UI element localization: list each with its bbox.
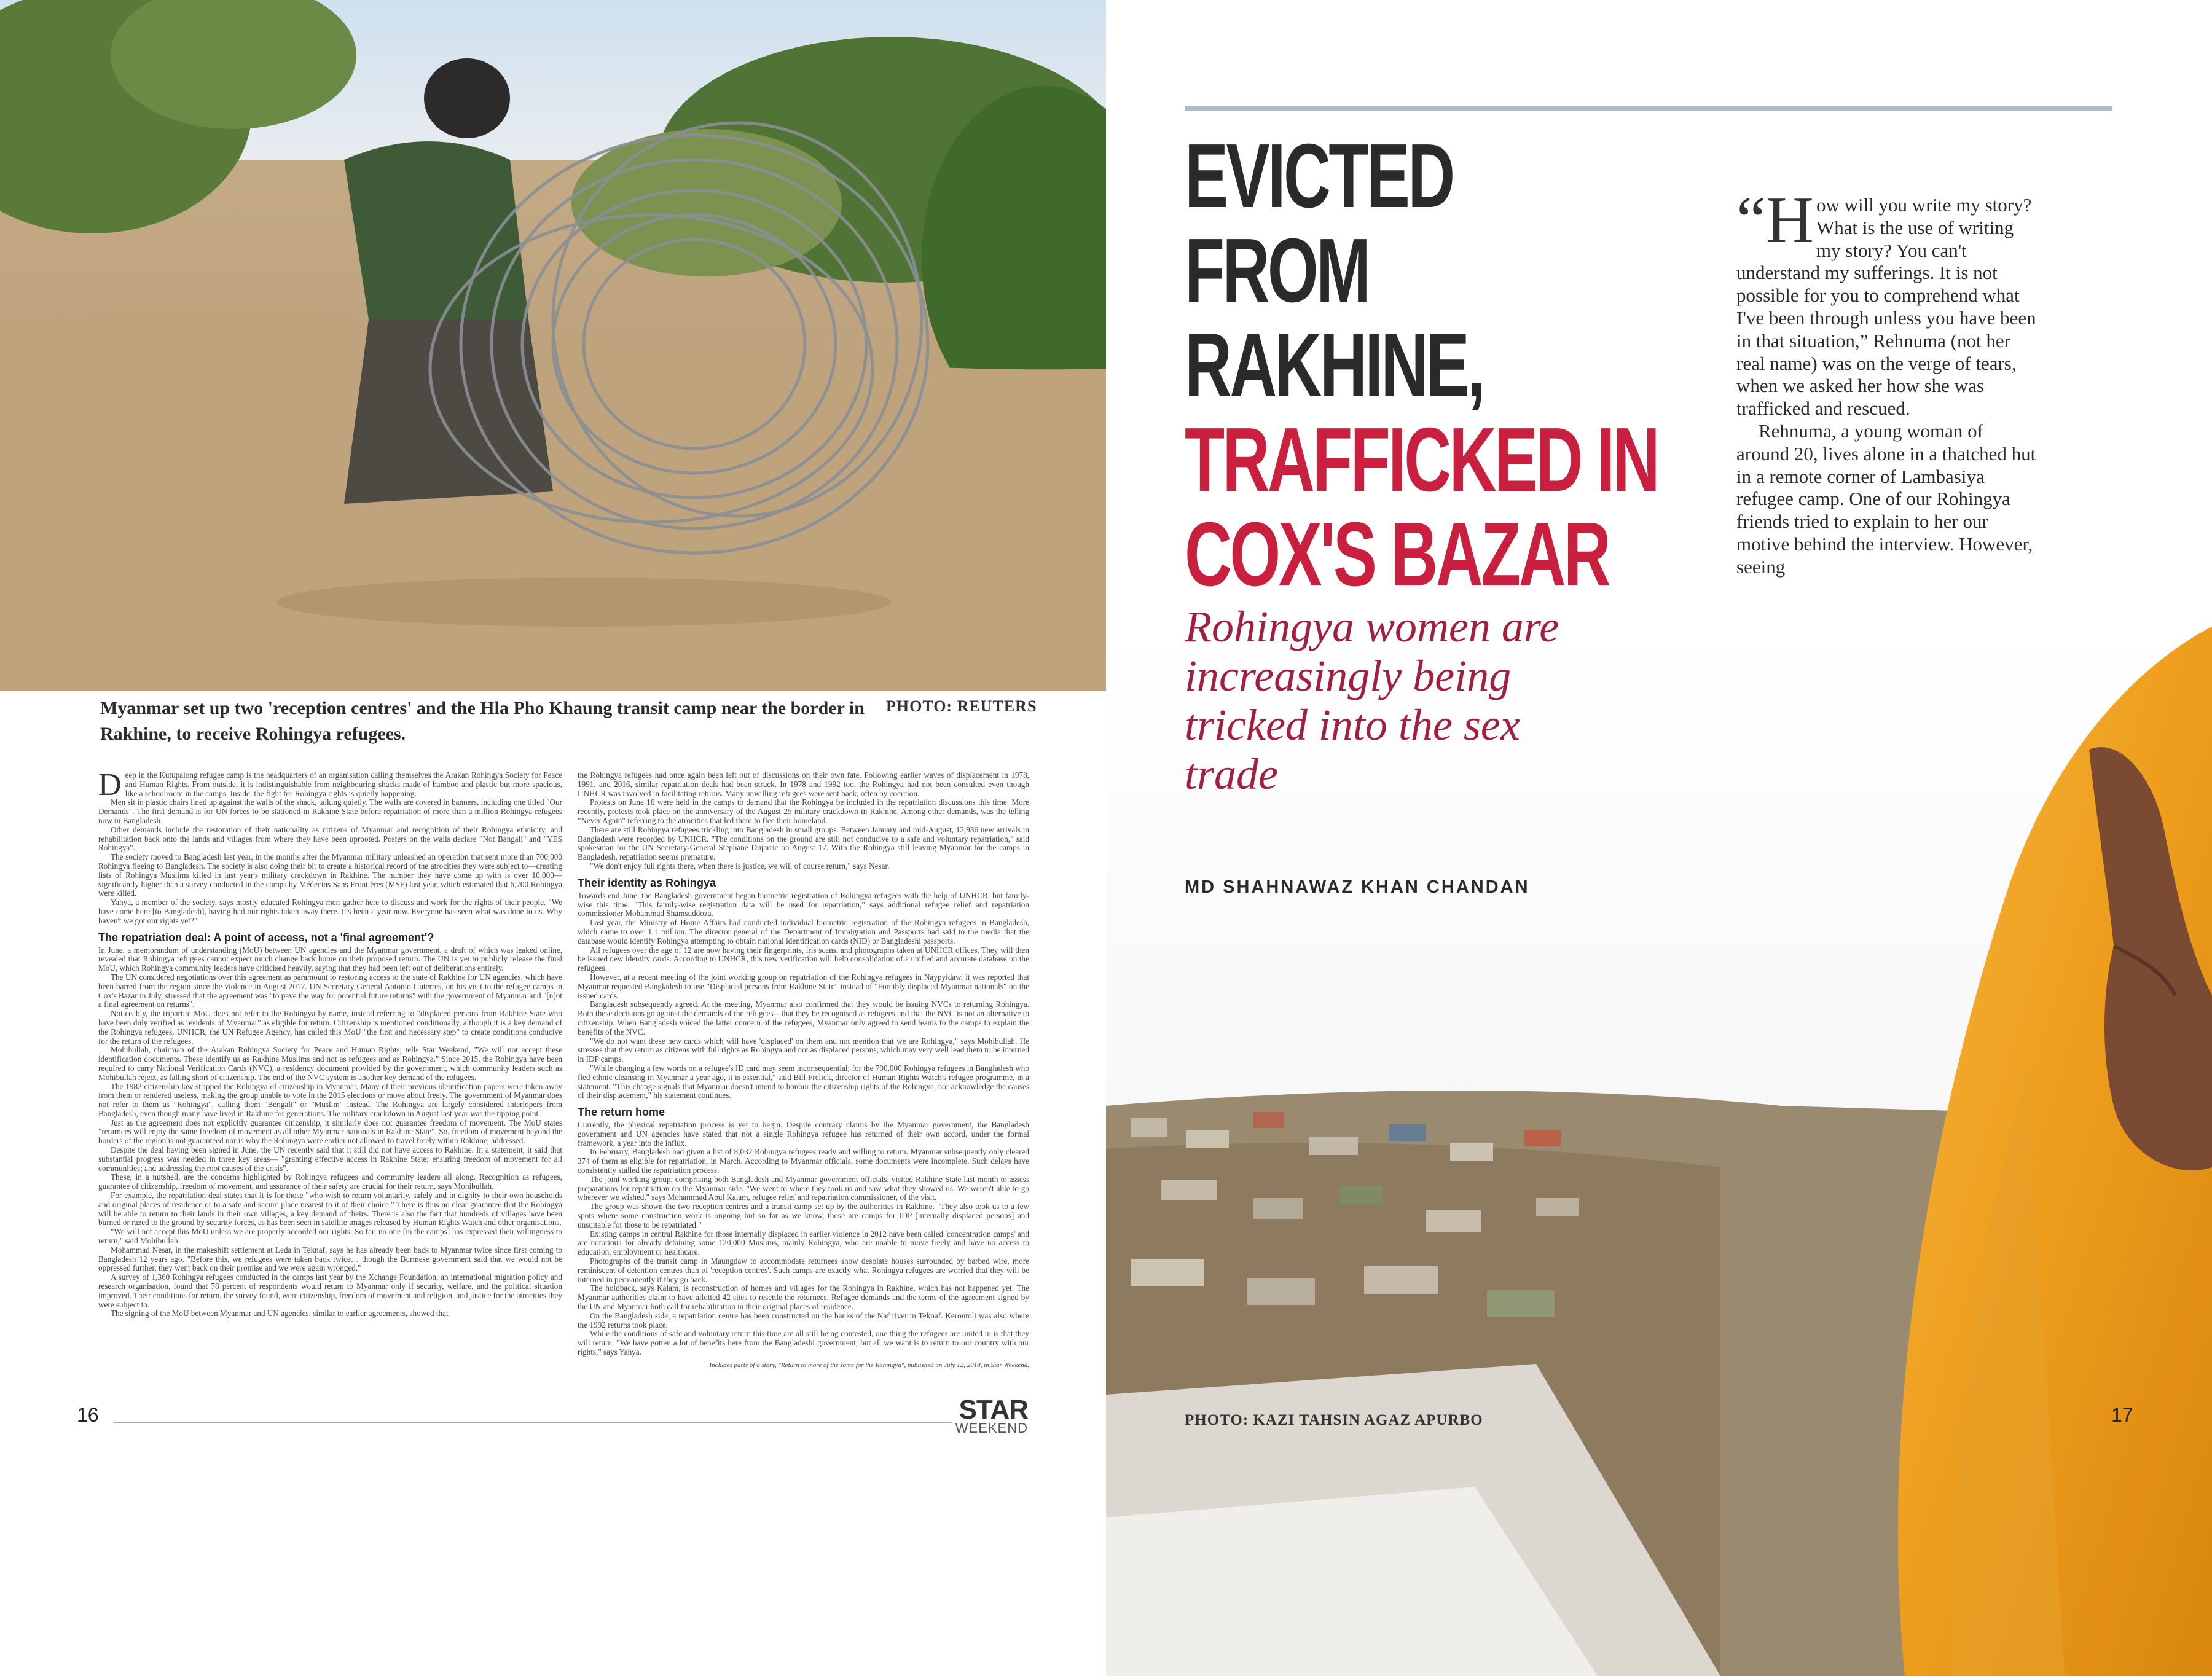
article-deck: Rohingya women are increasingly being tricked into the sex trade <box>1185 602 1559 799</box>
paragraph: Mohammad Nesar, in the makeshift settlement at Leda in Teknaf, says he has already been back to Myanmar twice since first coming to Bangladesh 12 years ago. "Before this, we refugees were taken back twice… though the Burmese government said that we would not be oppressed further, they went back on their promise and we were again wronged." <box>98 1245 562 1273</box>
photo-credit-right: PHOTO: KAZI TAHSIN AGAZ APURBO <box>1185 1412 1483 1428</box>
paragraph: The 1982 citizenship law stripped the Rohingya of citizenship in Myanmar. Many of their previous identification papers were taken away from them or rendered useless, making the group unable to vote in the 2015 elections or move about freely. The government of Myanmar does not refer to them as "Rohingya", calling them "Bengali" or "Muslim" instead. The Rohingya are largely considered interlopers from Bangladesh, even though many have lived in Rakhine for generations. The military crackdown in August last year was the tipping point. <box>98 1081 562 1118</box>
drop-cap: D <box>98 771 122 802</box>
intro-paragraph-2: Rehnuma, a young woman of around 20, lives alone in a thatched hut in a remote corner of Lambasiya refugee camp. One of our Rohingya friends tried to explain to her our motive behind the interview. However, seeing <box>1736 420 2036 578</box>
star-weekend-logo <box>954 1395 1028 1436</box>
paragraph: The UN considered negotiations over this agreement as paramount to restoring access to the state of Rakhine for UN agencies, which have been barred from the region since the violence in August 2017. UN Secretary General Antonio Guterres, on his visit to the refugee camps in Cox's Bazar in July, stressed that the agreement was "to pave the way for potential future returns" with the government of Myanmar and "[n]ot a final agreement on returns". <box>98 972 562 1009</box>
paragraph: Photographs of the transit camp in Maungdaw to accommodate returnees show desolate houses surrounded by barbed wire, more reminiscent of detention centres than of 'reception centres'. Such camps are exactly what Rohingya refugees are worried that they will be interned in permanently if they go back. <box>578 1256 1029 1284</box>
paragraph: These, in a nutshell, are the concerns highlighted by Rohingya refugees and community leaders all along. Recognition as refugees, guarantee of citizenship, freedom of movement, and assurance of their safety are crucial for their return, says Mohibullah. <box>98 1172 562 1191</box>
paragraph: Deep in the Kutupalong refugee camp is the headquarters of an organisation calling themselves the Arakan Rohingya Society for Peace and Human Rights. From outside, it is indistinguishable from neighbouring shacks made of bamboo and plastic but more spacious, like a schoolroom in the camps. Inside, the fight for Rohingya rights is quietly happening. <box>98 771 562 802</box>
page-number-right: 17 <box>2111 1404 2133 1426</box>
photo-caption: Myanmar set up two 'reception centres' and the Hla Pho Khaung transit camp near the border in Rakhine, to receive Rohingya refugees. <box>100 698 865 744</box>
paragraph: The group was shown the two reception centres and a transit camp set up by the authorities in Rakhine. "They also took us to a few spots where some construction work is ongoing but so far as we know, those are camps for IDP [internally displaced persons] and unsuitable for those to be repatriated." <box>578 1202 1029 1229</box>
intro-text <box>1736 184 2039 579</box>
paragraph: Existing camps in central Rakhine for those internally displaced in earlier violence in 2012 have been called 'concentration camps' and are notorious for already detaining some 120,000 Muslims, mainly Rohingya, who are unable to move freely and have no access to education, employment or healthcare. <box>578 1229 1029 1257</box>
headline-line-2: FROM <box>1185 220 1369 321</box>
logo-weekend-text: WEEKEND <box>955 1420 1028 1436</box>
opening-quote-cap: “H <box>1736 184 1814 257</box>
footer-divider <box>114 1422 952 1423</box>
barbed-wire-photo <box>0 0 1106 691</box>
page-number-left: 16 <box>77 1404 99 1426</box>
intro-paragraph-1: “How will you write my story? What is the use of writing my story? You can't understand my sufferings. It is not possible for you to comprehend what I've been through unless you have been in that situation,” Rehnuma (not her real name) was on the verge of tears, when we asked her how she was trafficked and rescued. <box>1736 184 2036 420</box>
paragraph: "We don't enjoy full rights there, when there is justice, we will of course return," says Nesar. <box>590 861 890 871</box>
paragraph: Just as the agreement does not explicitly guarantee citizenship, it similarly does not guarantee freedom of movement. The MoU states "returnees will enjoy the same freedom of movement as all other Myanmar nationals in Rakhine State". So, freedom of movement beyond the borders of the region is not guaranteed nor is why the Rohingya were earlier not allowed to travel freely within Rakhine, addressed. <box>98 1118 562 1146</box>
paragraph: "While changing a few words on a refugee's ID card may seem inconsequential; for the 700,000 Rohingya refugees in Bangladesh who fled ethnic cleansing in Myanmar a year ago, it is essential," said Bill Frelick, director of Human Rights Watch's refugee programme, in a statement. "This change signals that Myanmar doesn't intend to honour the citizenship rights of the Rohingya, nor acknowledge the causes of their displacement," his statement continues. <box>578 1063 1029 1100</box>
paragraph: The holdback, says Kalam, is reconstruction of homes and villages for the Rohingya in Rakhine, which has not happened yet. The Myanmar authorities claim to have allotted 42 sites to resettle the returnees. Refugee demands and the terms of the agreement signed by the UN and Myanmar both call for rehabilitation in their original places of residence. <box>578 1283 1029 1312</box>
paragraph: However, at a recent meeting of the joint working group on repatriation of the Rohingya refugees in Naypyidaw, it was reported that Myanmar requested Bangladesh to use "Displaced persons from Rakhine State" instead of "Forcibly displaced Myanmar nationals" on the issued cards. <box>578 972 1029 1000</box>
paragraph: Men sit in plastic chairs lined up against the walls of the shack, talking quietly. The walls are covered in banners, including one titled "Our Demands". The first demand is for UN forces to be stationed in Rakhine State before repatriation of more than a million Rohingya refugees now in Bangladesh. <box>98 797 562 825</box>
section-heading: The return home <box>578 1106 665 1119</box>
paragraph: The signing of the MoU between Myanmar and UN agencies, similar to earlier agreements, showed that <box>111 1309 449 1318</box>
headline-line-4: TRAFFICKED IN <box>1185 409 1658 511</box>
byline: MD SHAHNAWAZ KHAN CHANDAN <box>1185 877 1530 897</box>
paragraph: A survey of 1,360 Rohingya refugees conducted in the camps last year by the Xchange Foundation, an international migration policy and research organisation, found that 78 percent of respondents would return to Myanmar only if security, welfare, and the political situation improved. Their conditions for return, the survey found, were citizenship, freedom of movement and religion, and justice for the atrocities they were subject to. <box>98 1272 562 1309</box>
paragraph: Yahya, a member of the society, says mostly educated Rohingya men gather here to discuss and work for the rights of their people. "We have come here [to Bangladesh], having had our rights taken away there. It's been a year now. Everyone has seen what was done to us. Why haven't we got our rights yet?" <box>98 898 562 925</box>
paragraph: Other demands include the restoration of their nationality as citizens of Myanmar and recognition of their Rohingya ethnicity, and rehabilitation back onto the lands and villages from where they have been uprooted. Posters on the walls declare "Not Bangali" and "YES Rohingya". <box>98 824 562 853</box>
paragraph: the Rohingya refugees had once again been left out of discussions on their own fate. Following earlier waves of displacement in 1978, 1991, and 2016, similar repatriation deals had been struck. In 1978 and 1992 too, the Rohingya had not been consulted even though UNHCR was involved in facilitating returns. Many unwilling refugees were sent back, often by coercion. <box>578 771 1029 798</box>
logo-star-text: STAR <box>959 1395 1028 1425</box>
paragraph: "We do not want these new cards which will have 'displaced' on them and not mention that we are Rohingya," says Mohibullah. He stresses that they return as citizens with full rights as Rohingya and not as displaced persons, which may very well lead them to be interned in IDP camps. <box>578 1036 1029 1064</box>
paragraph: In June, a memorandum of understanding (MoU) between UN agencies and the Myanmar government, a draft of which was leaked online, revealed that Rohingya refugees cannot expect much change back home on their proposed return. The UN is yet to publicly release the final MoU, which Rohingya community leaders have criticised heavily, saying that they had been left out of deliberations entirely. <box>98 945 562 973</box>
paragraph: "We will not accept this MoU unless we are properly accorded our rights. So far, no one [in the camps] has expressed their willingness to return," said Mohibullah. <box>98 1227 562 1246</box>
paragraph: Noticeably, the tripartite MoU does not refer to the Rohingya by name, instead referring to "displaced persons from Rakhine State who have been duly verified as residents of Myanmar" as eligible for return. Citizenship is mentioned conditionally, although it is a key demand of the Rohingya refugees. UNHCR, the UN Refugee Agency, has called this MoU "the first and necessary step" to create conditions conducive for the return of the refugees. <box>98 1009 562 1046</box>
paragraph: Last year, the Ministry of Home Affairs had conducted individual biometric registration of the Rohingya refugees in Bangladesh, which came to over 1.1 million. The director general of the Department of Immigration and Passports had said to the media that the database would identify Rohingya attempting to obtain national identification cards (NID) or Bangladeshi passports. <box>578 918 1029 946</box>
photo-credit: PHOTO: REUTERS <box>886 697 1037 715</box>
headline-line-5: COX'S BAZAR <box>1185 504 1609 605</box>
paragraph: While the conditions of safe and voluntary return this time are all still being contested, one thing the refugees are united in is that they will return. "We have gotten a lot of benefits here from the Bangladeshi government, but all we want is to return to our country with our rights," says Yahya. <box>578 1329 1029 1357</box>
paragraph: Mohibullah, chairman of the Arakan Rohingya Society for Peace and Human Rights, tells Star Weekend, "We will not accept these identification documents. These identify us as Rakhine Muslims and not as refugees and as Rohingya." Since 2015, the Rohingya have been required to carry National Verification Cards (NVC), a residency document provided by the government, which community leaders such as Mohibullah reject, as falling short of citizenship. The end of the NVC system is another key demand of the refugees. <box>98 1045 562 1082</box>
section-heading: The repatriation deal: A point of access, not a 'final agreement'? <box>98 931 434 944</box>
paragraph: In February, Bangladesh had given a list of 8,032 Rohingya refugees ready and willing to return. Myanmar subsequently only cleared 374 of them as eligible for repatriation, in March. According to Myanmar officials, some documents were incomplete. Such delays have consistently stalled the repatriation process. <box>578 1147 1029 1175</box>
section-heading: Their identity as Rohingya <box>578 876 716 889</box>
paragraph: Protests on June 16 were held in the camps to demand that the Rohingya be included in the repatriation discussions this time. More recently, protests took place on the anniversary of the August 25 military crackdown in Rakhine. Among other demands, was the telling "Never Again" referring to the atrocities that led them to flee their homeland. <box>578 797 1029 825</box>
headline-line-1: EVICTED <box>1185 125 1453 227</box>
article-headline <box>1185 125 1658 605</box>
paragraph: There are still Rohingya refugees trickling into Bangladesh in small groups. Between January and mid-August, 12,936 new arrivals in Bangladesh were recorded by UNHCR. "The conditions on the ground are still not conducive to a safe and voluntary repatriation," said spokesman for the UN Secretary-General Stephane Dujarric on August 17. With the Rohingya still leaving Myanmar for the camps in Bangladesh, repatriation seems premature. <box>578 824 1029 862</box>
paragraph: Towards end June, the Bangladesh government began biometric registration of Rohingya refugees with the help of UNHCR, but family-wise this time. "This family-wise registration data will be used for repatriation," says additional refugee relief and repatriation commissioner Mohammad Shamsuddoza. <box>578 890 1029 918</box>
top-divider <box>1185 106 2112 111</box>
paragraph: Despite the deal having been signed in June, the UN recently said that it still did not have access to Rakhine. In a statement, it said that substantial progress was needed in three key areas— "granting effective access in Rakhine State; ensuring freedom of movement for all communities; and addressing the root causes of the crisis". <box>98 1145 562 1173</box>
paragraph: Bangladesh subsequently agreed. At the meeting, Myanmar also confirmed that they would be issuing NVCs to returning Rohingya. Both these decisions go against the demands of the refugees—that they be recognised as refugees and that the NVC is not an alternative to citizenship. When Bangladesh voiced the latter concern of the refugees, Myanmar only agreed to send teams to the camps to explain the benefits of the NVC. <box>578 1000 1029 1036</box>
paragraph: On the Bangladesh side, a repatriation centre has been constructed on the banks of the Naf river in Teknaf. Kerontoli was also where the 1992 returns took place. <box>578 1310 1029 1329</box>
paragraph: All refugees over the age of 12 are now having their fingerprints, iris scans, and photographs taken at UNHCR offices. They will then be issued new identity cards. According to UNHCR, this new verification will help consolidation of a unified and accurate database on the refugees. <box>578 945 1029 973</box>
paragraph: The society moved to Bangladesh last year, in the months after the Myanmar military unleashed an operation that sent more than 700,000 Rohingya fleeing to Bangladesh. The society is also doing their bit to create a historical record of the atrocities they were subject to—creating lists of Rohingya Muslims killed in last year's military crackdown in Rakhine. The number they have come up with is over 10,000—significantly higher than a survey conducted in the camps by Médecins Sans Frontières (MSF) last year, which estimated that 6,700 Rohingya were killed. <box>98 852 562 898</box>
source-note: Includes parts of a story, "Return to more of the same for the Rohingya", published on July 12, 2018, in Star Weekend. <box>709 1361 1029 1369</box>
paragraph: For example, the repatriation deal states that it is for those "who wish to return voluntarily, safely and in dignity to their own households and original places of residence or to a safe and secure place nearest to it of their choice." There is thus no clear guarantee that the Rohingya will be able to return to their lands in their own villages, a key demand of theirs. There is also the fact that hundreds of villages have been burned or razed to the ground by security forces, as has been seen in satellite images released by Human Rights Watch and other organisations. <box>98 1191 562 1228</box>
paragraph: The joint working group, comprising both Bangladesh and Myanmar government officials, visited Rakhine State last month to assess preparations for repatriation on the Myanmar side. "We went to where they took us and saw what they showed us. We weren't able to go wherever we wished," says Mohammad Abul Kalam, refugee relief and repatriation commissioner, of the visit. <box>578 1174 1029 1202</box>
headline-line-3: RAKHINE, <box>1185 315 1484 416</box>
paragraph: Currently, the physical repatriation process is yet to begin. Despite contrary claims by the Myanmar government, the Bangladesh government and UN agencies have stated that not a single Rohingya refugee has returned of their own accord, under the formal framework, a year into the influx. <box>578 1120 1029 1148</box>
